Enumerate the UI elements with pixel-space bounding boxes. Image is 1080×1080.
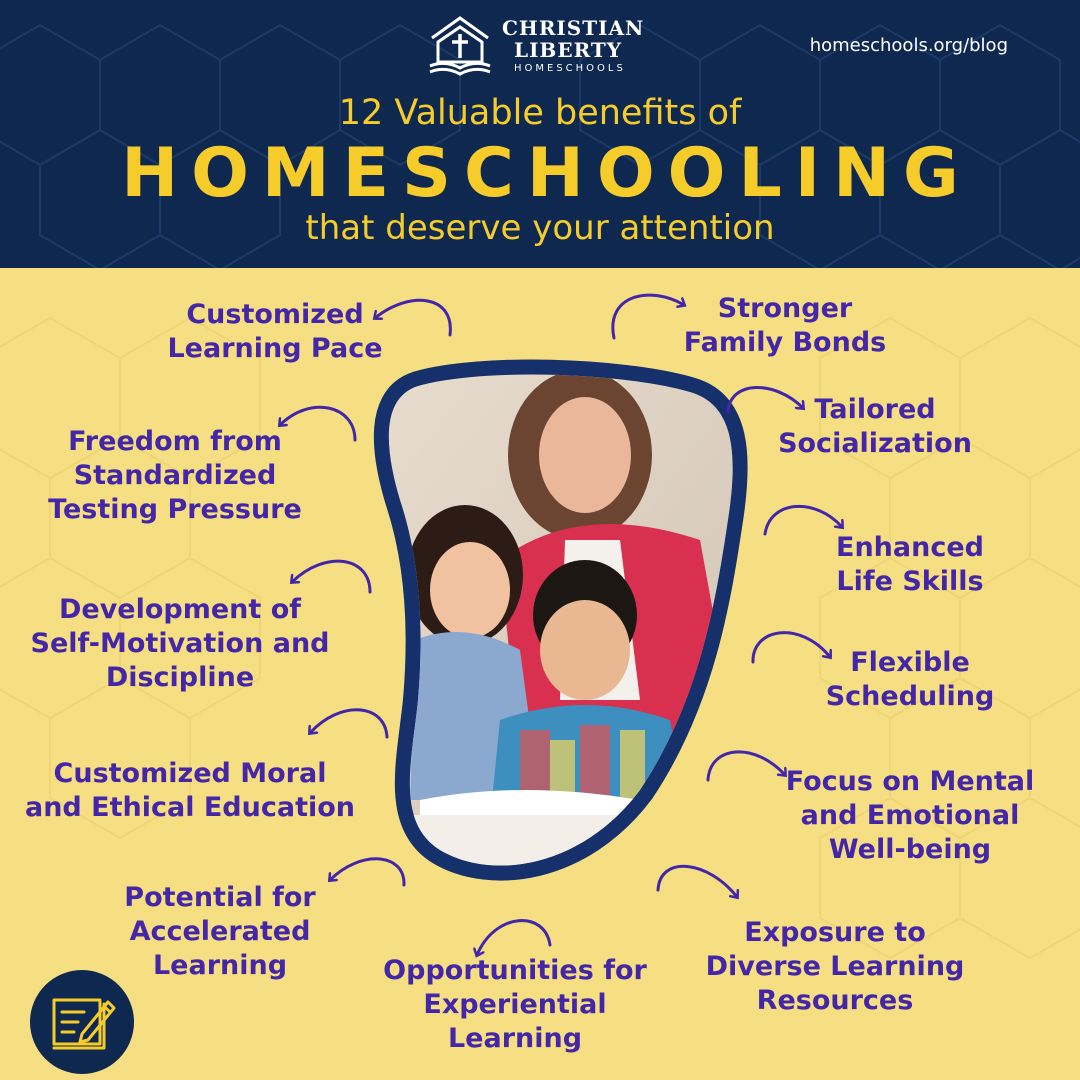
arrow-icon [330,859,404,885]
arrow-icon [292,561,370,592]
benefit-enhanced-life-skills: Enhanced Life Skills [836,532,984,597]
logo-line-homeschools: HOMESCHOOLS [514,63,626,74]
benefit-self-motivation: Development of Self-Motivation and Discipline [30,594,330,693]
benefit-tailored-socialization: Tailored Socialization [778,394,972,459]
benefit-moral-education: Customized Moral and Ethical Education [24,758,356,823]
benefit-freedom-from-testing: Freedom from Standardized Testing Pressure [48,426,302,525]
benefit-flexible-scheduling: Flexible Scheduling [825,647,995,712]
benefit-accelerated-learning: Potential for Accelerated Learning [124,882,316,981]
logo-line-liberty: LIBERTY [514,38,622,62]
title-main-word: HOMESCHOOLING [121,134,972,213]
arrow-icon [765,506,842,534]
arrow-icon [708,752,785,780]
benefit-stronger-family-bonds: Stronger Family Bonds [683,293,887,358]
notebook-pencil-icon [30,970,134,1074]
logo-line-christian: CHRISTIAN [502,16,645,40]
notebook-badge [30,970,134,1074]
benefit-customized-learning-pace: Customized Learning Pace [167,299,383,364]
arrow-icon [477,921,550,955]
benefit-experiential-learning: Opportunities for Experiential Learning [383,955,647,1054]
benefit-mental-wellbeing: Focus on Mental and Emotional Well-being [785,766,1035,865]
arrow-icon [310,710,387,737]
benefit-diverse-resources: Exposure to Diverse Learning Resources [705,917,965,1016]
blog-url-link[interactable]: homeschools.org/blog [809,35,1008,56]
arrow-icon [658,866,737,897]
title-line-1: 12 Valuable benefits of [338,93,742,133]
title-line-3: that deserve your attention [305,208,775,248]
